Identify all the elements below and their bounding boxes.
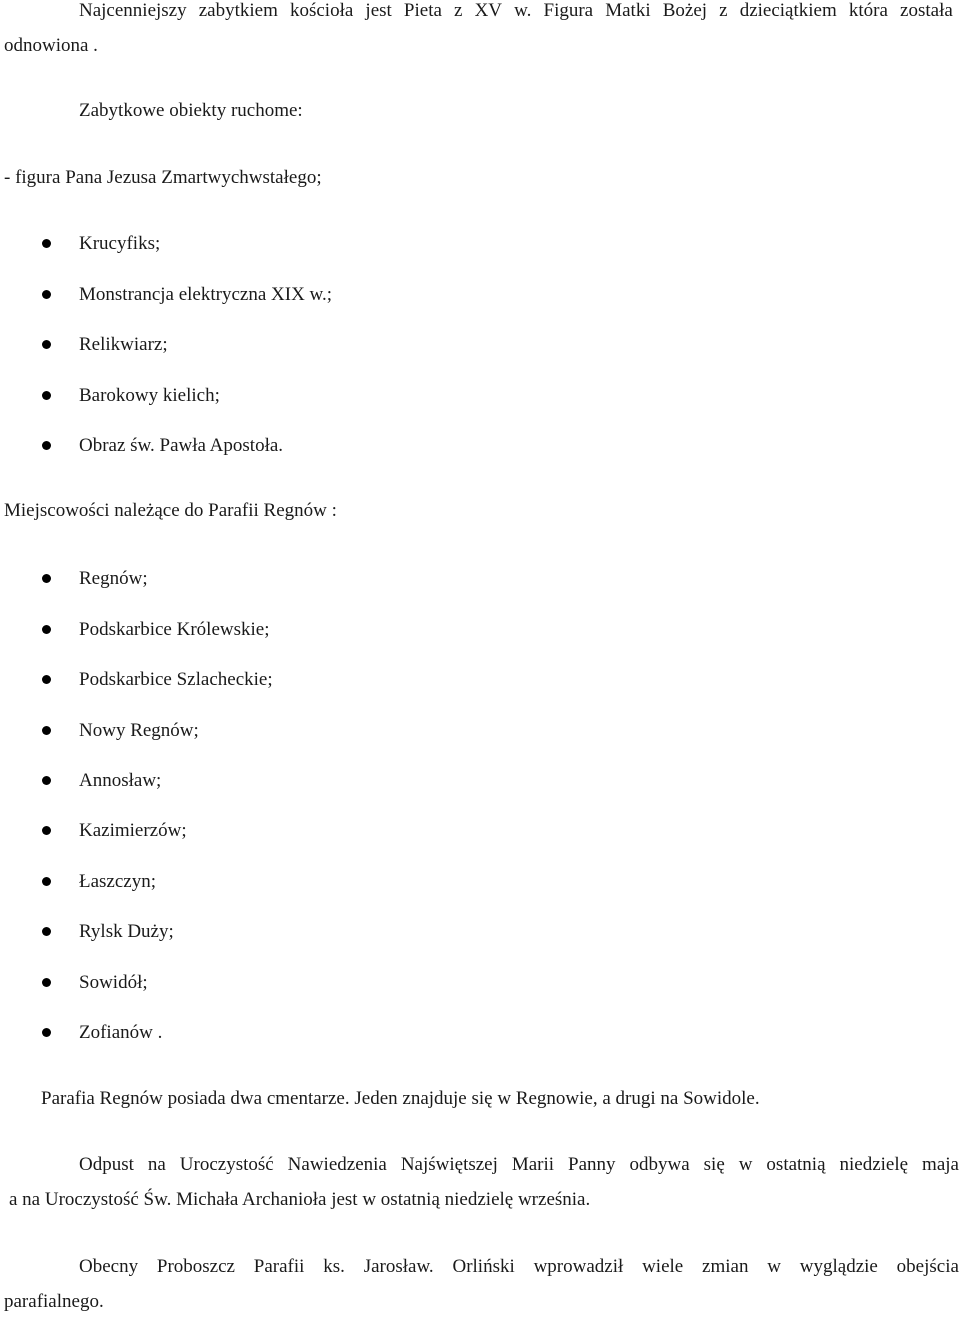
list-item xyxy=(0,232,960,256)
list-item xyxy=(0,618,960,642)
word: ostatnią xyxy=(766,1154,826,1175)
bullet-icon xyxy=(42,391,51,400)
proboszcz-line-2: parafialnego. xyxy=(4,1291,104,1312)
word: Marii xyxy=(511,1154,555,1175)
bullet-icon xyxy=(42,290,51,299)
list-item xyxy=(0,668,960,692)
word: wyglądzie xyxy=(799,1256,878,1277)
movables-dash-item: - figura Pana Jezusa Zmartwychwstałego; xyxy=(4,167,322,188)
list-item xyxy=(0,920,960,944)
word: została xyxy=(900,0,953,21)
word: maja xyxy=(922,1154,959,1175)
word: Panny xyxy=(568,1154,616,1175)
bullet-icon xyxy=(42,675,51,684)
word: kościoła xyxy=(289,0,354,21)
list-item xyxy=(0,567,960,591)
bullet-icon xyxy=(42,340,51,349)
word: na xyxy=(147,1154,166,1175)
bullet-icon xyxy=(42,726,51,735)
list-item xyxy=(0,769,960,793)
list-item-text: Rylsk Duży; xyxy=(79,921,174,942)
list-item xyxy=(0,333,960,357)
word: Nawiedzenia xyxy=(287,1154,387,1175)
word: wiele xyxy=(642,1256,684,1277)
list-item-text: Podskarbice Królewskie; xyxy=(79,619,270,640)
movables-heading: Zabytkowe obiekty ruchome: xyxy=(79,100,303,121)
list-item-text: Zofianów . xyxy=(79,1022,163,1043)
bullet-icon xyxy=(42,239,51,248)
word: zmian xyxy=(702,1256,749,1277)
word: wprowadził xyxy=(533,1256,624,1277)
word: w xyxy=(767,1256,781,1277)
bullet-icon xyxy=(42,1028,51,1037)
word: się xyxy=(703,1154,725,1175)
bullet-icon xyxy=(42,574,51,583)
list-item xyxy=(0,870,960,894)
list-item-text: Nowy Regnów; xyxy=(79,720,199,741)
word: dzieciątkiem xyxy=(739,0,837,21)
list-item-text: Łaszczyn; xyxy=(79,871,157,892)
word: Jarosław. xyxy=(363,1256,434,1277)
word: Uroczystość xyxy=(179,1154,274,1175)
word: Obecny xyxy=(79,1256,139,1277)
word: Najcenniejszy xyxy=(79,0,187,21)
list-item xyxy=(0,384,960,408)
odpust-line-1 xyxy=(79,1154,959,1176)
word: Najświętszej xyxy=(400,1154,498,1175)
word: Orliński xyxy=(452,1256,515,1277)
word: która xyxy=(848,0,888,21)
word: Figura xyxy=(543,0,594,21)
word: odbywa xyxy=(629,1154,690,1175)
word: z xyxy=(719,0,728,21)
word: w xyxy=(738,1154,753,1175)
bullet-icon xyxy=(42,877,51,886)
list-item xyxy=(0,283,960,307)
word: jest xyxy=(365,0,392,21)
list-item-text: Obraz św. Pawła Apostoła. xyxy=(79,435,284,456)
localities-heading: Miejscowości należące do Parafii Regnów : xyxy=(4,500,337,521)
proboszcz-line-1 xyxy=(79,1256,959,1278)
word: Matki xyxy=(605,0,651,21)
bullet-icon xyxy=(42,927,51,936)
bullet-icon xyxy=(42,826,51,835)
word: Odpust xyxy=(79,1154,134,1175)
list-item-text: Krucyfiks; xyxy=(79,233,161,254)
word: obejścia xyxy=(896,1256,959,1277)
list-item-text: Monstrancja elektryczna XIX w.; xyxy=(79,284,333,305)
list-item xyxy=(0,1021,960,1045)
list-item-text: Kazimierzów; xyxy=(79,820,187,841)
list-item-text: Annosław; xyxy=(79,770,162,791)
intro-line-2: odnowiona . xyxy=(4,35,98,56)
odpust-line-2: a na Uroczystość Św. Michała Archanioła jest w ostatnią niedzielę września. xyxy=(9,1189,591,1210)
intro-line-1 xyxy=(79,0,953,22)
bullet-icon xyxy=(42,776,51,785)
word: Proboszcz xyxy=(156,1256,235,1277)
word: Bożej xyxy=(662,0,708,21)
word: niedzielę xyxy=(839,1154,909,1175)
list-item-text: Sowidół; xyxy=(79,972,148,993)
word: ks. xyxy=(323,1256,345,1277)
list-item-text: Barokowy kielich; xyxy=(79,385,220,406)
word: Pieta xyxy=(403,0,442,21)
word: XV xyxy=(474,0,503,21)
bullet-icon xyxy=(42,441,51,450)
list-item-text: Relikwiarz; xyxy=(79,334,168,355)
word: zabytkiem xyxy=(198,0,278,21)
word: w. xyxy=(514,0,532,21)
list-item-text: Podskarbice Szlacheckie; xyxy=(79,669,273,690)
list-item xyxy=(0,434,960,458)
list-item xyxy=(0,819,960,843)
word: Parafii xyxy=(253,1256,305,1277)
bullet-icon xyxy=(42,978,51,987)
word: z xyxy=(454,0,463,21)
list-item-text: Regnów; xyxy=(79,568,148,589)
list-item xyxy=(0,719,960,743)
list-item xyxy=(0,971,960,995)
cemeteries-paragraph: Parafia Regnów posiada dwa cmentarze. Jeden znajduje się w Regnowie, a drugi na Sowidole. xyxy=(41,1088,760,1109)
bullet-icon xyxy=(42,625,51,634)
